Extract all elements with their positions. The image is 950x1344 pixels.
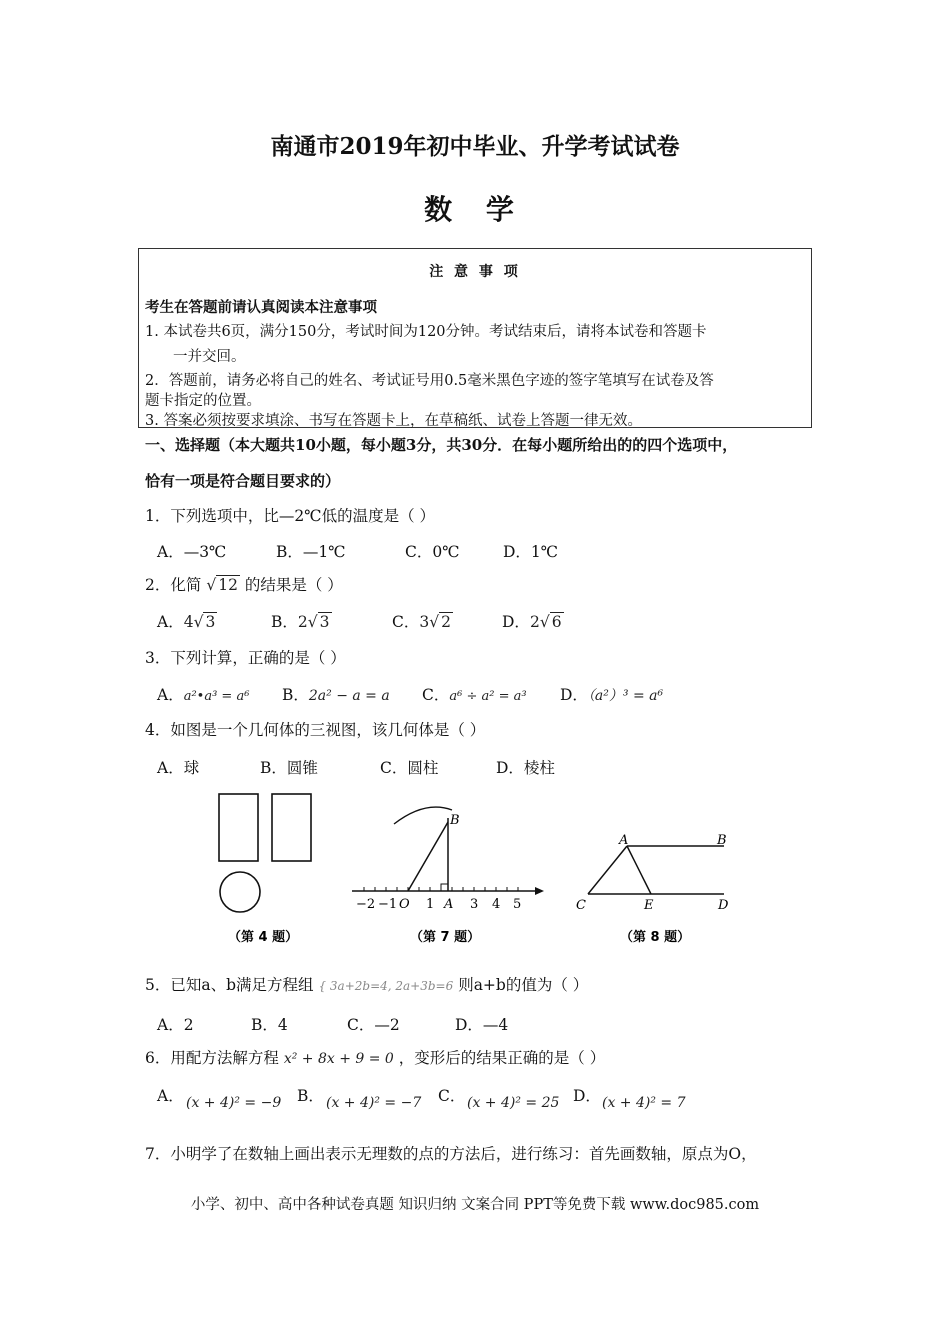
q5-option-c: C．—2 [347,1016,400,1034]
q2-option-a: A．4√ 3 [157,613,216,631]
q2-option-b: B．2√ 3 [271,613,330,631]
point-a-label: A [444,897,454,912]
q3-stem: 3．下列计算，正确的是（ ） [145,649,346,667]
tick-label-neg2: −2 [356,897,376,912]
q2-b-rad: 3 [319,613,330,631]
q6-option-c-label: C． [438,1087,466,1105]
origin-label: O [399,897,410,912]
q4-option-a: A．球 [157,759,200,777]
q1-option-b: B．—1℃ [276,543,346,561]
notice-heading: 注 意 事 项 [429,264,521,280]
q6-option-d-label: D． [573,1087,601,1105]
q6-stem [145,1046,605,1068]
q2-radicand: 12 [218,576,238,594]
tick-label-4: 4 [492,897,501,912]
q3-b-label: B． [282,686,309,704]
q3-c-label: C． [422,686,450,704]
section-heading-line2: 恰有一项是符合题目要求的） [145,472,341,490]
q2-d-rad: 6 [551,613,562,631]
segment-ob [408,822,448,891]
q2-b-label: B． [271,613,298,631]
axis-arrow [535,887,544,895]
q6-option-b-expr: (x + 4)² = −7 [326,1095,422,1111]
q2-a-rad: 3 [205,613,216,631]
figures-panel [200,788,760,953]
caption-fig7: （第 7 题） [410,930,481,945]
q6-option-b-label: B． [297,1087,324,1105]
q2-stem-post: 的结果是（ ） [244,576,343,594]
q3-b-expr: 2a² − a = a [308,688,390,704]
q2-option-c: C．3√ 2 [392,613,452,631]
caption-fig8: （第 8 题） [620,930,691,945]
q3-option-a [157,683,249,705]
q5-equation-system: { 3a+2b=4, 2a+3b=6 [318,979,454,993]
q5-option-a: A．2 [157,1016,194,1034]
q6-equation: x² + 8x + 9 = 0 [283,1051,394,1067]
q2-d-label: D． [502,613,530,631]
q4-option-d: D．棱柱 [496,759,555,777]
q6-stem-post: ，变形后的结果正确的是（ ） [398,1049,606,1067]
q6-option-d-expr: (x + 4)² = 7 [602,1095,686,1111]
q7-stem: 7．小明学了在数轴上画出表示无理数的点的方法后，进行练习：首先画数轴，原点为O， [145,1145,757,1163]
front-view-rect [219,794,258,861]
section-heading-line1: 一、选择题（本大题共10小题，每小题3分，共30分．在每小题所给出的的四个选项中， [145,436,738,454]
q5-stem-pre: 5．已知a、b满足方程组 [145,976,314,994]
q8-label-e: E [644,898,654,913]
notice-item-2-cont: 题卡指定的位置。 [145,393,261,409]
q1-stem: 1．下列选项中，比—2℃低的温度是（ ） [145,507,435,525]
q2-stem [145,573,343,595]
exam-title: 南通市2019年初中毕业、升学考试试卷 [270,133,680,160]
compass-arc [394,807,452,824]
tick-label-1: 1 [426,897,435,912]
q2-option-d: D．2√ 6 [502,613,562,631]
q2-stem-pre: 2．化简 [145,576,202,594]
q3-a-label: A． [157,686,184,704]
q8-label-c: C [576,898,586,913]
q3-d-expr: （a²）³ = a⁶ [587,688,664,704]
notice-item-1-cont: 一并交回。 [173,349,246,365]
right-angle-mark [441,884,448,891]
notice-item-3: 3. 答案必须按要求填涂、书写在答题卡上，在草稿纸、试卷上答题一律无效。 [145,413,642,429]
q2-d-coef: 2 [529,613,540,631]
q1-option-d: D．1℃ [503,543,559,561]
subject-title: 数 学 [424,193,526,226]
q6-stem-pre: 6．用配方法解方程 [145,1049,279,1067]
q8-label-a: A [619,833,629,848]
q8-label-d: D [718,898,729,913]
q6-option-c-expr: (x + 4)² = 25 [467,1095,560,1111]
q8-label-b: B [717,833,727,848]
q2-a-coef: 4 [183,613,194,631]
q6-option-a-label: A． [157,1087,184,1105]
q5-option-b: B．4 [251,1016,288,1034]
q5-stem [145,973,588,995]
q1-option-a: A．—3℃ [157,543,227,561]
q2-a-label: A． [157,613,184,631]
notice-item-2: 2．答题前，请务必将自己的姓名、考试证号用0.5毫米黑色字迹的签字笔填写在试卷及答 [145,373,714,389]
q3-option-d [560,683,663,705]
segment-ae [627,846,651,894]
q3-option-b [282,683,390,705]
q3-d-label: D． [560,686,588,704]
q2-b-coef: 2 [297,613,308,631]
q3-c-expr: a⁶ ÷ a² = a³ [449,689,527,704]
point-b-label: B [450,813,460,828]
top-view-circle [220,872,260,912]
q6-option-a-expr: (x + 4)² = −9 [186,1095,282,1111]
notice-box [138,248,812,428]
q2-c-label: C． [392,613,420,631]
side-view-rect [272,794,311,861]
segment-ac [588,846,627,894]
tick-label-neg1: −1 [378,897,398,912]
notice-lead: 考生在答题前请认真阅读本注意事项 [145,300,377,316]
q3-option-c [422,683,527,705]
tick-label-3: 3 [470,897,479,912]
q3-a-expr: a²•a³ = a⁶ [183,689,250,704]
q4-option-b: B．圆锥 [260,759,318,777]
q2-c-rad: 2 [441,613,452,631]
q2-c-coef: 3 [419,613,430,631]
page-footer: 小学、初中、高中各种试卷真题 知识归纳 文案合同 PPT等免费下载 www.doc985.com [190,1197,760,1213]
q4-option-c: C．圆柱 [380,759,439,777]
q1-option-c: C．0℃ [405,543,460,561]
q2-radical: √ 12 [206,576,238,594]
q5-stem-post: 则a+b的值为（ ） [458,976,589,994]
q4-stem: 4．如图是一个几何体的三视图，该几何体是（ ） [145,721,486,739]
caption-fig4: （第 4 题） [228,930,299,945]
notice-item-1: 1. 本试卷共6页，满分150分，考试时间为120分钟。考试结束后，请将本试卷和答题卡 [145,324,707,340]
tick-label-5: 5 [513,897,522,912]
q5-option-d: D．—4 [455,1016,509,1034]
